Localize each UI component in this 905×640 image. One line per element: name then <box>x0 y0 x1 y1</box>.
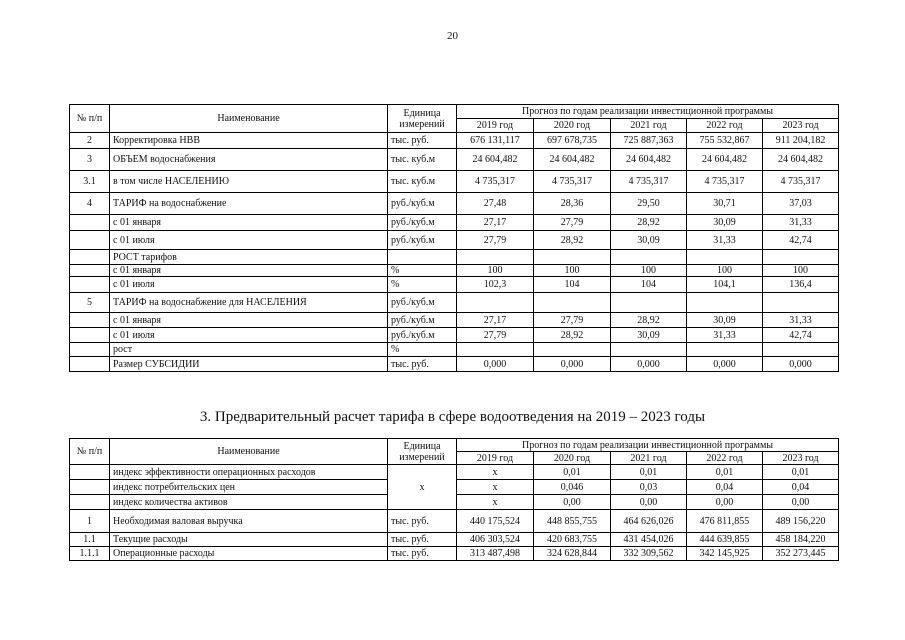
row-unit: руб./куб.м <box>388 193 457 215</box>
value-cell: х <box>457 465 534 480</box>
value-cell: 100 <box>534 265 611 277</box>
value-cell: 100 <box>763 265 839 277</box>
row-unit: руб./куб.м <box>388 293 457 313</box>
value-cell: 0,000 <box>687 357 763 372</box>
row-unit: % <box>388 265 457 277</box>
value-cell: 4 735,317 <box>763 171 839 193</box>
value-cell: х <box>457 495 534 510</box>
row-number: 5 <box>70 293 110 313</box>
row-unit: руб./куб.м <box>388 328 457 343</box>
row-name: индекс эффективности операционных расходов <box>110 465 388 480</box>
value-cell: 0,00 <box>611 495 687 510</box>
row-number <box>70 465 110 480</box>
row-unit <box>388 250 457 265</box>
value-cell <box>687 293 763 313</box>
row-number <box>70 231 110 250</box>
value-cell <box>611 250 687 265</box>
row-number <box>70 357 110 372</box>
value-cell: 440 175,524 <box>457 510 534 533</box>
row-unit: тыс. куб.м <box>388 149 457 171</box>
col-header-num: № п/п <box>70 439 110 465</box>
value-cell: 420 683,755 <box>534 533 611 547</box>
row-name: Операционные расходы <box>110 547 388 561</box>
row-number <box>70 215 110 231</box>
row-name: ТАРИФ на водоснабжение для НАСЕЛЕНИЯ <box>110 293 388 313</box>
row-name: с 01 января <box>110 313 388 328</box>
table-row <box>70 328 839 343</box>
table-row <box>70 215 839 231</box>
value-cell: 24 604,482 <box>763 149 839 171</box>
col-header-year: 2021 год <box>611 119 687 133</box>
value-cell: 0,04 <box>763 480 839 495</box>
value-cell: х <box>457 480 534 495</box>
value-cell: 464 626,026 <box>611 510 687 533</box>
col-header-year: 2020 год <box>534 119 611 133</box>
value-cell: 29,50 <box>611 193 687 215</box>
value-cell: 30,09 <box>687 313 763 328</box>
value-cell: 0,04 <box>687 480 763 495</box>
value-cell: 30,09 <box>611 328 687 343</box>
value-cell: 676 131,117 <box>457 133 534 149</box>
row-unit: тыс. руб. <box>388 357 457 372</box>
value-cell: 342 145,925 <box>687 547 763 561</box>
value-cell: 0,01 <box>763 465 839 480</box>
table-row <box>70 133 839 149</box>
row-unit: тыс. куб.м <box>388 171 457 193</box>
value-cell <box>534 293 611 313</box>
row-name: с 01 июля <box>110 328 388 343</box>
table-row <box>70 547 839 561</box>
value-cell: 0,000 <box>611 357 687 372</box>
value-cell: 102,3 <box>457 277 534 293</box>
row-name: с 01 января <box>110 215 388 231</box>
value-cell <box>457 293 534 313</box>
value-cell: 448 855,755 <box>534 510 611 533</box>
value-cell: 0,000 <box>457 357 534 372</box>
value-cell: 4 735,317 <box>611 171 687 193</box>
row-number: 2 <box>70 133 110 149</box>
table-row <box>70 357 839 372</box>
table-row <box>70 510 839 533</box>
row-name: с 01 июля <box>110 277 388 293</box>
row-name: с 01 июля <box>110 231 388 250</box>
row-number <box>70 328 110 343</box>
value-cell: 31,33 <box>763 215 839 231</box>
value-cell: 136,4 <box>763 277 839 293</box>
row-name: Необходимая валовая выручка <box>110 510 388 533</box>
value-cell: 30,71 <box>687 193 763 215</box>
row-name: с 01 января <box>110 265 388 277</box>
row-name: индекс количества активов <box>110 495 388 510</box>
col-header-year: 2023 год <box>763 119 839 133</box>
value-cell: 0,01 <box>534 465 611 480</box>
value-cell: 30,09 <box>611 231 687 250</box>
value-cell: 352 273,445 <box>763 547 839 561</box>
row-number: 3.1 <box>70 171 110 193</box>
row-name: ТАРИФ на водоснабжение <box>110 193 388 215</box>
table-row <box>70 193 839 215</box>
value-cell: 313 487,498 <box>457 547 534 561</box>
col-header-forecast: Прогноз по годам реализации инвестиционной программы <box>457 439 839 452</box>
value-cell: 31,33 <box>763 313 839 328</box>
value-cell: 24 604,482 <box>687 149 763 171</box>
value-cell: 24 604,482 <box>534 149 611 171</box>
table-row <box>70 250 839 265</box>
value-cell: 458 184,220 <box>763 533 839 547</box>
value-cell: 30,09 <box>687 215 763 231</box>
row-unit: руб./куб.м <box>388 231 457 250</box>
col-header-year: 2020 год <box>534 452 611 465</box>
value-cell: 332 309,562 <box>611 547 687 561</box>
value-cell: 28,92 <box>611 313 687 328</box>
value-cell: 0,00 <box>534 495 611 510</box>
row-number <box>70 313 110 328</box>
value-cell: 324 628,844 <box>534 547 611 561</box>
row-name: Размер СУБСИДИИ <box>110 357 388 372</box>
row-number <box>70 265 110 277</box>
value-cell: 444 639,855 <box>687 533 763 547</box>
value-cell: 100 <box>457 265 534 277</box>
col-header-num: № п/п <box>70 105 110 133</box>
value-cell <box>687 343 763 357</box>
row-number: 1.1.1 <box>70 547 110 561</box>
water-supply-tariff-table <box>69 104 839 372</box>
value-cell <box>457 250 534 265</box>
value-cell: 24 604,482 <box>611 149 687 171</box>
row-name: в том числе НАСЕЛЕНИЮ <box>110 171 388 193</box>
value-cell: 100 <box>687 265 763 277</box>
row-number <box>70 343 110 357</box>
table-row <box>70 149 839 171</box>
value-cell <box>534 343 611 357</box>
value-cell: 0,046 <box>534 480 611 495</box>
value-cell: 0,01 <box>611 465 687 480</box>
row-name: РОСТ тарифов <box>110 250 388 265</box>
col-header-year: 2021 год <box>611 452 687 465</box>
value-cell: 28,92 <box>611 215 687 231</box>
value-cell: 42,74 <box>763 328 839 343</box>
value-cell: 697 678,735 <box>534 133 611 149</box>
value-cell <box>534 250 611 265</box>
row-name: Корректировка НВВ <box>110 133 388 149</box>
value-cell <box>611 293 687 313</box>
row-unit: тыс. руб. <box>388 533 457 547</box>
col-header-year: 2022 год <box>687 119 763 133</box>
value-cell: 37,03 <box>763 193 839 215</box>
col-header-unit: Единица измерений <box>388 105 457 133</box>
col-header-name: Наименование <box>110 439 388 465</box>
value-cell: 725 887,363 <box>611 133 687 149</box>
col-header-year: 2019 год <box>457 452 534 465</box>
value-cell: 27,79 <box>534 313 611 328</box>
row-name: ОБЪЕМ водоснабжения <box>110 149 388 171</box>
table-row <box>70 343 839 357</box>
value-cell: 42,74 <box>763 231 839 250</box>
col-header-year: 2022 год <box>687 452 763 465</box>
value-cell: 755 532,867 <box>687 133 763 149</box>
value-cell <box>763 250 839 265</box>
row-number: 1 <box>70 510 110 533</box>
row-number <box>70 277 110 293</box>
value-cell: 27,17 <box>457 313 534 328</box>
value-cell: 4 735,317 <box>687 171 763 193</box>
value-cell: 28,92 <box>534 231 611 250</box>
table-row <box>70 277 839 293</box>
value-cell: 31,33 <box>687 328 763 343</box>
value-cell <box>687 250 763 265</box>
table-row <box>70 313 839 328</box>
section-heading: 3. Предварительный расчет тарифа в сфере водоотведения на 2019 – 2023 годы <box>199 409 706 425</box>
value-cell: 31,33 <box>687 231 763 250</box>
table-row <box>70 171 839 193</box>
row-unit: % <box>388 343 457 357</box>
value-cell: 24 604,482 <box>457 149 534 171</box>
value-cell: 104 <box>534 277 611 293</box>
value-cell: 0,00 <box>687 495 763 510</box>
value-cell: 4 735,317 <box>534 171 611 193</box>
value-cell: 476 811,855 <box>687 510 763 533</box>
col-header-year: 2023 год <box>763 452 839 465</box>
row-unit: руб./куб.м <box>388 313 457 328</box>
value-cell: 0,00 <box>763 495 839 510</box>
row-unit: тыс. руб. <box>388 547 457 561</box>
table-row <box>70 265 839 277</box>
value-cell: 431 454,026 <box>611 533 687 547</box>
row-number: 3 <box>70 149 110 171</box>
row-unit: руб./куб.м <box>388 215 457 231</box>
value-cell: 27,17 <box>457 215 534 231</box>
value-cell: 911 204,182 <box>763 133 839 149</box>
row-number: 4 <box>70 193 110 215</box>
row-unit: тыс. руб. <box>388 133 457 149</box>
table-row <box>70 533 839 547</box>
value-cell: 104,1 <box>687 277 763 293</box>
col-header-name: Наименование <box>110 105 388 133</box>
value-cell <box>763 343 839 357</box>
value-cell: 0,03 <box>611 480 687 495</box>
value-cell: 104 <box>611 277 687 293</box>
value-cell: 27,79 <box>457 231 534 250</box>
value-cell: 0,01 <box>687 465 763 480</box>
value-cell: 28,36 <box>534 193 611 215</box>
value-cell: 100 <box>611 265 687 277</box>
value-cell <box>457 343 534 357</box>
row-number <box>70 250 110 265</box>
value-cell: 27,79 <box>457 328 534 343</box>
row-unit: х <box>388 465 457 510</box>
value-cell: 0,000 <box>763 357 839 372</box>
wastewater-tariff-table <box>69 438 839 561</box>
row-number <box>70 480 110 495</box>
value-cell: 406 303,524 <box>457 533 534 547</box>
row-unit: тыс. руб. <box>388 510 457 533</box>
row-unit: % <box>388 277 457 293</box>
table-row <box>70 293 839 313</box>
value-cell: 28,92 <box>534 328 611 343</box>
value-cell: 4 735,317 <box>457 171 534 193</box>
col-header-year: 2019 год <box>457 119 534 133</box>
value-cell: 0,000 <box>534 357 611 372</box>
row-name: рост <box>110 343 388 357</box>
row-name: Текущие расходы <box>110 533 388 547</box>
value-cell: 489 156,220 <box>763 510 839 533</box>
value-cell: 27,79 <box>534 215 611 231</box>
value-cell: 27,48 <box>457 193 534 215</box>
index-row <box>70 465 839 480</box>
col-header-forecast: Прогноз по годам реализации инвестиционной программы <box>457 105 839 119</box>
page-number: 20 <box>447 30 458 42</box>
value-cell <box>611 343 687 357</box>
table-row <box>70 231 839 250</box>
col-header-unit: Единица измерений <box>388 439 457 465</box>
row-name: индекс потребительских цен <box>110 480 388 495</box>
row-number <box>70 495 110 510</box>
value-cell <box>763 293 839 313</box>
row-number: 1.1 <box>70 533 110 547</box>
